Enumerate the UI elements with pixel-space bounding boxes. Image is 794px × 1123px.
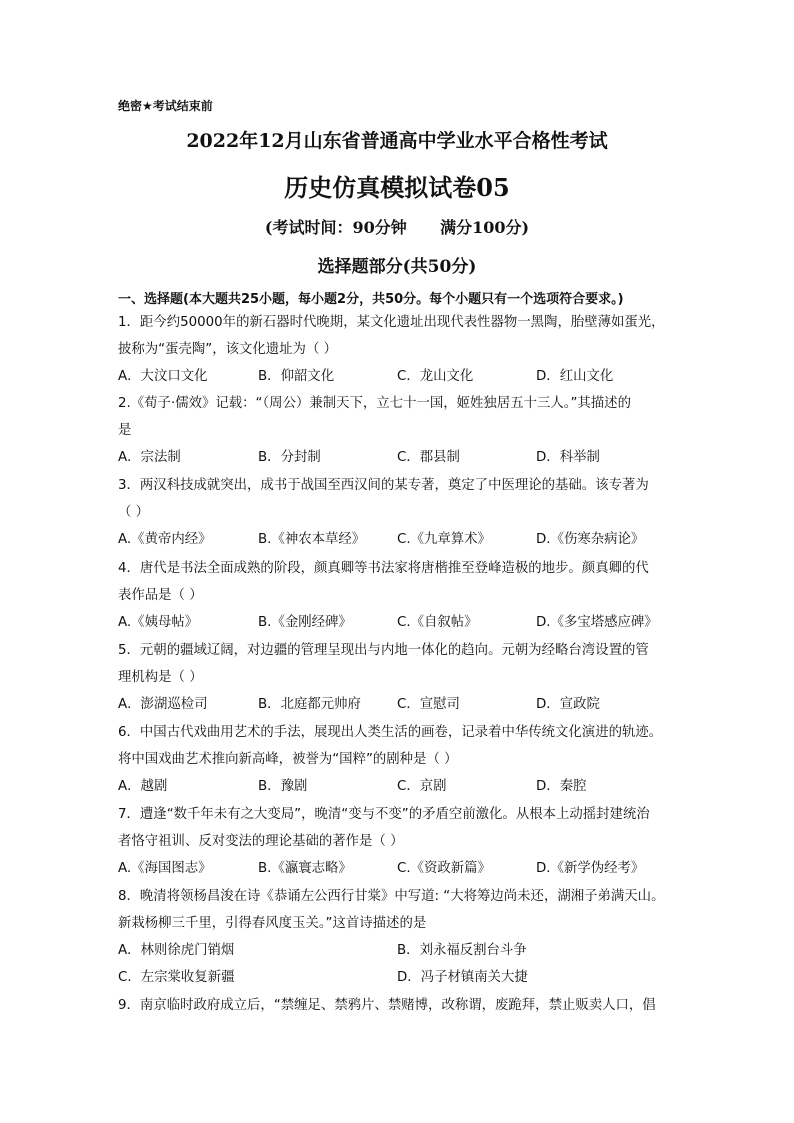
option-b[interactable]: B．刘永福反割台斗争 bbox=[397, 943, 527, 958]
question-line: 披称为“蛋壳陶”，该文化遗址为（ ） bbox=[118, 342, 337, 357]
option-b[interactable]: B．分封制 bbox=[258, 450, 321, 465]
option-d[interactable]: D．冯子材镇南关大捷 bbox=[397, 970, 528, 985]
question-4-options bbox=[118, 609, 683, 636]
question-line: 8．晚清将领杨昌浚在诗《恭诵左公西行甘棠》中写道: “大将筹边尚未还，湖湘子弟满天山。 bbox=[118, 889, 665, 904]
question-6-stem bbox=[118, 719, 683, 773]
question-3-stem bbox=[118, 472, 683, 526]
option-a[interactable]: A．林则徐虎门销烟 bbox=[118, 943, 235, 958]
question-line: 7．遭逢“数千年未有之大变局”，晚清“变与不变”的矛盾空前激化。从根本上动摇封建统治 bbox=[118, 807, 650, 822]
question-line: 2.《荀子·儒效》记载：“（周公）兼制天下，立七十一国，姬姓独居五十三人。”其描述的 bbox=[118, 396, 631, 411]
option-b[interactable]: B．仰韶文化 bbox=[258, 369, 335, 384]
option-a[interactable]: A．大汶口文化 bbox=[118, 369, 208, 384]
option-a[interactable]: A.《海国图志》 bbox=[118, 861, 212, 876]
question-line: 5．元朝的疆域辽阔，对边疆的管理呈现出与内地一体化的趋向。元朝为经略台湾设置的管 bbox=[118, 643, 649, 658]
question-7-stem bbox=[118, 801, 683, 855]
option-a[interactable]: A．澎湖巡检司 bbox=[118, 697, 208, 712]
option-b[interactable]: B．北庭都元帅府 bbox=[258, 697, 361, 712]
option-d[interactable]: D.《新学伪经考》 bbox=[536, 861, 645, 876]
option-d[interactable]: D．科举制 bbox=[536, 450, 600, 465]
option-b[interactable]: B.《神农本草经》 bbox=[258, 532, 366, 547]
question-8-options-row1 bbox=[118, 937, 683, 964]
option-b[interactable]: B.《金刚经碑》 bbox=[258, 615, 352, 630]
question-3-options bbox=[118, 526, 683, 553]
question-line: 6．中国古代戏曲用艺术的手法，展现出人类生活的画卷，记录着中华传统文化演进的轨迹。 bbox=[118, 725, 663, 740]
option-c[interactable]: C．左宗棠收复新疆 bbox=[118, 970, 235, 985]
option-b[interactable]: B．豫剧 bbox=[258, 779, 308, 794]
option-a[interactable]: A．越剧 bbox=[118, 779, 168, 794]
option-a[interactable]: A.《黄帝内经》 bbox=[118, 532, 212, 547]
question-5-options bbox=[118, 691, 683, 718]
question-line: 是 bbox=[118, 423, 132, 438]
exam-title: 2022年12月山东省普通高中学业水平合格性考试 bbox=[186, 130, 608, 152]
section-title: 选择题部分(共50分) bbox=[317, 257, 477, 277]
question-line: 3．两汉科技成就突出，成书于战国至西汉间的某专著，奠定了中医理论的基础。该专著为 bbox=[118, 478, 649, 493]
section-instructions: 一、选择题(本大题共25小题，每小题2分，共50分。每个小题只有一个选项符合要求。) bbox=[118, 292, 624, 307]
paper-title: 历史仿真模拟试卷05 bbox=[284, 173, 510, 202]
question-line: 9．南京临时政府成立后，“禁缠足、禁鸦片、禁赌博，改称谓，废跪拜，禁止贩卖人口，倡 bbox=[118, 998, 656, 1013]
option-d[interactable]: D．宣政院 bbox=[536, 697, 600, 712]
question-line: （ ） bbox=[118, 505, 150, 520]
option-c[interactable]: C．龙山文化 bbox=[397, 369, 474, 384]
option-c[interactable]: C．京剧 bbox=[397, 779, 447, 794]
option-d[interactable]: D.《伤寒杂病论》 bbox=[536, 532, 645, 547]
option-a[interactable]: A.《姨母帖》 bbox=[118, 615, 199, 630]
option-d[interactable]: D．红山文化 bbox=[536, 369, 614, 384]
question-line: 表作品是（ ） bbox=[118, 588, 203, 603]
question-4-stem bbox=[118, 555, 683, 609]
question-2-options bbox=[118, 444, 683, 471]
option-c[interactable]: C.《九章算术》 bbox=[397, 532, 491, 547]
option-d[interactable]: D．秦腔 bbox=[536, 779, 587, 794]
question-1-stem bbox=[118, 309, 683, 363]
question-6-options bbox=[118, 773, 683, 800]
question-5-stem bbox=[118, 637, 683, 691]
question-line: 4．唐代是书法全面成熟的阶段，颜真卿等书法家将唐楷推至登峰造极的地步。颜真卿的代 bbox=[118, 561, 649, 576]
question-line: 将中国戏曲艺术推向新高峰，被誉为“国粹”的剧种是（ ） bbox=[118, 752, 458, 767]
question-8-stem bbox=[118, 883, 683, 937]
question-1-options bbox=[118, 363, 683, 390]
secret-label: 绝密★考试结束前 bbox=[118, 99, 213, 113]
question-9-stem bbox=[118, 992, 683, 1019]
option-b[interactable]: B.《瀛寰志略》 bbox=[258, 861, 352, 876]
question-7-options bbox=[118, 855, 683, 882]
question-line: 者恪守祖训、反对变法的理论基础的著作是（ ） bbox=[118, 834, 404, 849]
question-line: 1．距今约50000年的新石器时代晚期，某文化遗址出现代表性器物一黑陶，胎壁薄如蛋光， bbox=[118, 315, 665, 330]
question-line: 理机构是（ ） bbox=[118, 670, 203, 685]
option-c[interactable]: C.《自叙帖》 bbox=[397, 615, 478, 630]
question-line: 新栽杨柳三千里，引得春风度玉关。”这首诗描述的是 bbox=[118, 916, 427, 931]
option-d[interactable]: D.《多宝塔感应碑》 bbox=[536, 615, 658, 630]
exam-info: (考试时间：90分钟 满分100分) bbox=[264, 218, 530, 237]
question-2-stem bbox=[118, 390, 683, 444]
question-8-options-row2 bbox=[118, 964, 683, 991]
option-a[interactable]: A．宗法制 bbox=[118, 450, 181, 465]
option-c[interactable]: C.《资政新篇》 bbox=[397, 861, 491, 876]
option-c[interactable]: C．宣慰司 bbox=[397, 697, 460, 712]
option-c[interactable]: C．郡县制 bbox=[397, 450, 460, 465]
